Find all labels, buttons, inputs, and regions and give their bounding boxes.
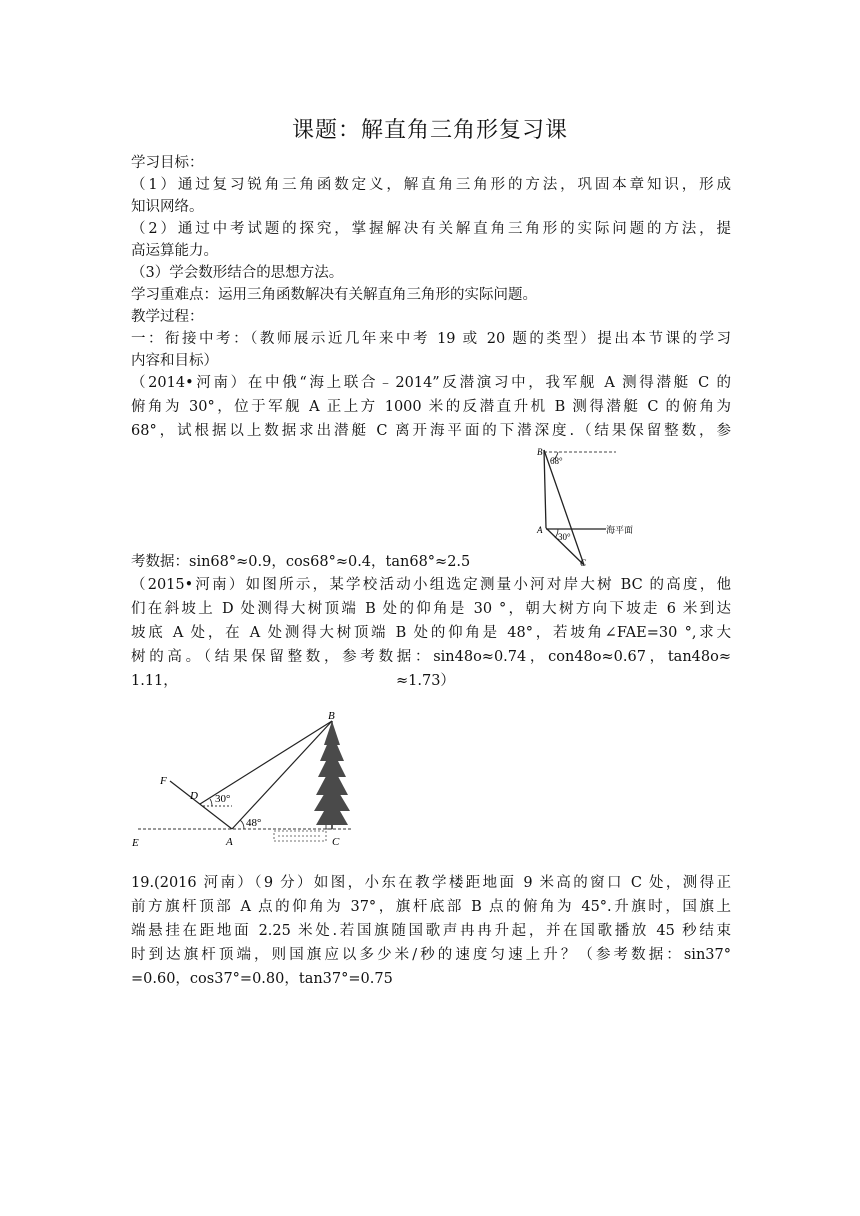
goal-1-line-2: 知识网络。 [131, 199, 204, 215]
page-title: 课题：解直角三角形复习课 [291, 118, 568, 143]
goal-1-line-1: （1）通过复习锐角三角函数定义，解直角三角形的方法，巩固本章知识，形成 [131, 177, 731, 193]
problem2-line-4: 树的高。（结果保留整数，参考数据：sin48o≈0.74，con48o≈0.67，tan48o≈ [131, 649, 731, 665]
process-line-2: 内容和目标） [131, 353, 218, 369]
fig2-label-f: F [160, 775, 167, 787]
problem3-line-4: 时到达旗杆顶端，则国旗应以多少米/秒的速度匀速上升？（参考数据：sin37° [131, 947, 731, 963]
problem3-line-3: 端悬挂在距地面 2.25 米处.若国旗随国歌声冉冉升起，并在国歌播放 45 秒结束 [131, 923, 731, 939]
problem2-line-5a: 1.11， [131, 673, 178, 689]
fig1-angle-68: 68° [550, 456, 563, 466]
process-heading: 教学过程： [131, 309, 204, 325]
problem3-line-1: 19.(2016 河南）（9 分）如图，小东在教学楼距地面 9 米高的窗口 C 处，测得正 [131, 875, 731, 891]
problem2-line-5b: ≈1.73） [396, 673, 455, 689]
figure-2-tree [128, 705, 368, 855]
problem1-line-4: 考数据：sin68°≈0.9，cos68°≈0.4，tan68°≈2.5 [131, 554, 471, 570]
fig1-angle-30: 30° [558, 532, 571, 542]
fig2-label-d: D [190, 790, 198, 802]
problem1-line-1: （2014•河南）在中俄“海上联合﹣2014”反潜演习中，我军舰 A 测得潜艇 C 的 [131, 375, 731, 391]
problem3-line-2: 前方旗杆顶部 A 点的仰角为 37°，旗杆底部 B 点的俯角为 45°.升旗时，国旗上 [131, 899, 731, 915]
fig2-label-a: A [226, 836, 233, 848]
goal-2-line-2: 高运算能力。 [131, 243, 218, 259]
problem2-line-2: 们在斜坡上 D 处测得大树顶端 B 处的仰角是 30 °，朝大树方向下坡走 6 米到达 [131, 601, 731, 617]
fig1-label-c: C [580, 558, 587, 568]
fig2-label-e: E [132, 837, 139, 849]
goal-3: （3）学会数形结合的思想方法。 [131, 265, 344, 281]
fig2-angle-48: 48° [246, 817, 262, 829]
process-line-1: 一：衔接中考：（教师展示近几年来中考 19 或 20 题的类型）提出本节课的学习 [131, 331, 731, 347]
fig2-label-c: C [332, 836, 340, 848]
fig1-label-b: B [537, 447, 543, 457]
fig2-label-b: B [328, 710, 335, 722]
fig1-sea-level: 海平面 [606, 525, 634, 535]
tree-icon [314, 721, 350, 825]
fig2-angle-30: 30° [215, 793, 231, 805]
goals-heading: 学习目标： [131, 155, 204, 171]
problem2-line-1: （2015•河南）如图所示，某学校活动小组选定测量小河对岸大树 BC 的高度，他 [131, 577, 731, 593]
problem2-line-3: 坡底 A 处，在 A 处测得大树顶端 B 处的仰角是 48°，若坡角∠FAE=30 °,求大 [131, 625, 731, 641]
key-points: 学习重难点：运用三角函数解决有关解直角三角形的实际问题。 [131, 287, 537, 303]
goal-2-line-1: （2）通过中考试题的探究，掌握解决有关解直角三角形的实际问题的方法，提 [131, 221, 731, 237]
problem3-line-5: =0.60，cos37°=0.80，tan37°=0.75 [131, 971, 393, 987]
problem1-line-2: 俯角为 30°，位于军舰 A 正上方 1000 米的反潜直升机 B 测得潜艇 C 的俯角为 [131, 399, 731, 415]
problem1-line-3: 68°，试根据以上数据求出潜艇 C 离开海平面的下潜深度.（结果保留整数，参 [131, 423, 731, 439]
fig1-label-a: A [537, 525, 543, 535]
